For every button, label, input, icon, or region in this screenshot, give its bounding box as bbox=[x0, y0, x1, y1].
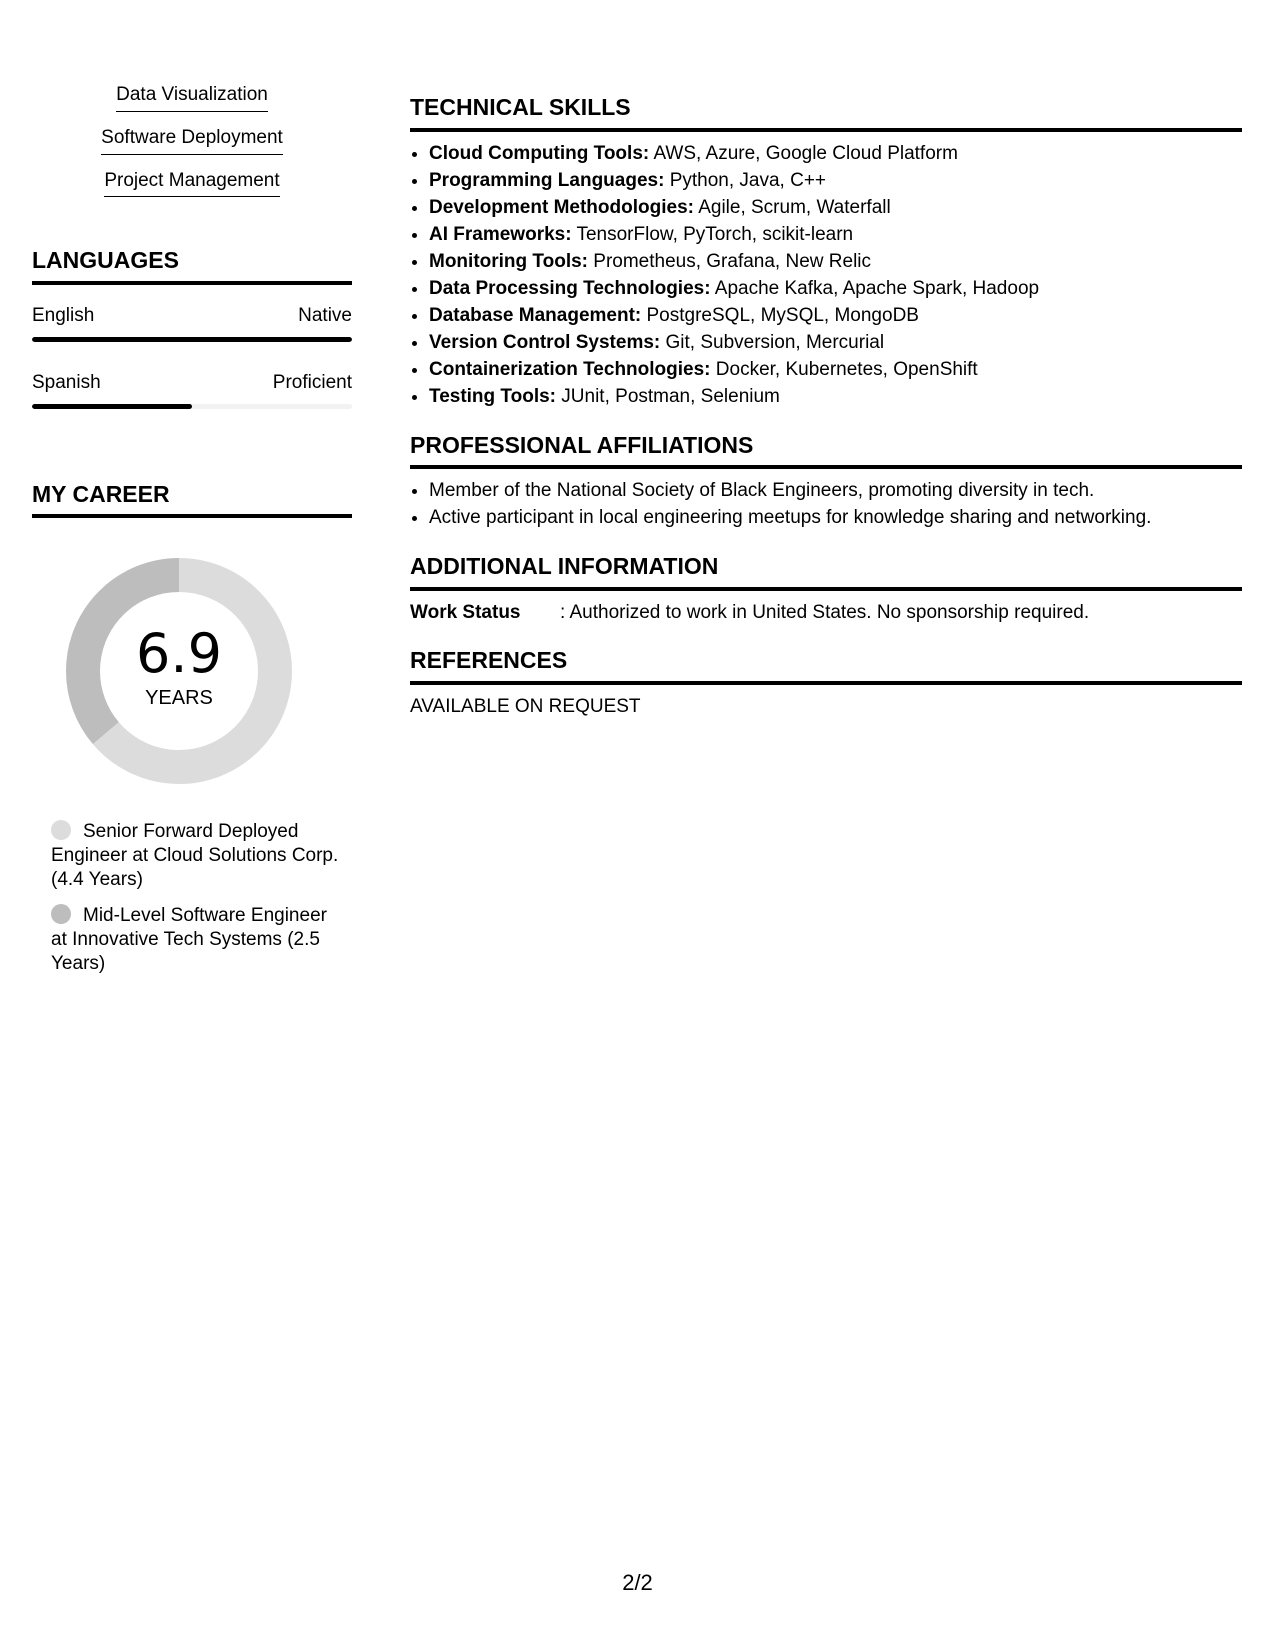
career-legend-label: Mid-Level Software Engineer at Innovative Tech Systems (2.5 Years) bbox=[51, 905, 327, 975]
right-column bbox=[410, 94, 1242, 720]
career-total-unit: YEARS bbox=[145, 686, 213, 709]
additional-info-heading: ADDITIONAL INFORMATION bbox=[410, 553, 1242, 591]
skill-category: Database Management: bbox=[429, 304, 642, 326]
language-row bbox=[32, 372, 352, 409]
list-item bbox=[429, 275, 1242, 302]
skill-values: TensorFlow, PyTorch, scikit-learn bbox=[571, 223, 854, 245]
affiliations-list bbox=[410, 477, 1242, 531]
list-item bbox=[429, 221, 1242, 248]
skill-values: Docker, Kubernetes, OpenShift bbox=[710, 358, 978, 380]
language-proficiency-fill bbox=[32, 404, 192, 409]
skill-values: Python, Java, C++ bbox=[664, 169, 827, 191]
affiliations-heading: PROFESSIONAL AFFILIATIONS bbox=[410, 432, 1242, 470]
list-item bbox=[429, 356, 1242, 383]
skill-category: Containerization Technologies: bbox=[429, 358, 711, 380]
skill-tag: Project Management bbox=[104, 170, 279, 198]
legend-dot-icon bbox=[51, 904, 71, 924]
list-item: • Member of the National Society of Black Engineers, promoting diversity in tech. bbox=[429, 477, 1242, 504]
skill-category: Cloud Computing Tools: bbox=[429, 142, 650, 164]
technical-skills-heading: TECHNICAL SKILLS bbox=[410, 94, 1242, 132]
language-level: Proficient bbox=[272, 371, 352, 393]
skill-values: JUnit, Postman, Selenium bbox=[556, 385, 780, 407]
left-column bbox=[32, 84, 352, 988]
language-proficiency-bar bbox=[32, 404, 352, 409]
skill-category: Version Control Systems: bbox=[429, 331, 661, 353]
work-status-label: Work Status bbox=[410, 601, 521, 623]
skill-category: Monitoring Tools: bbox=[429, 250, 588, 272]
language-name: Spanish bbox=[32, 371, 101, 393]
language-level: Native bbox=[298, 304, 352, 326]
languages-heading: LANGUAGES bbox=[32, 247, 352, 285]
language-proficiency-fill bbox=[32, 337, 352, 342]
career-legend-label: Senior Forward Deployed Engineer at Cloud Solutions Corp. (4.4 Years) bbox=[51, 821, 339, 891]
skill-category: Programming Languages: bbox=[429, 169, 665, 191]
career-heading: MY CAREER bbox=[32, 481, 352, 519]
references-text: AVAILABLE ON REQUEST bbox=[410, 696, 641, 718]
technical-skills-list bbox=[410, 140, 1242, 410]
career-total-value: 6.9 bbox=[136, 621, 222, 685]
skill-category: Data Processing Technologies: bbox=[429, 277, 711, 299]
page-number: 2/2 bbox=[622, 1570, 653, 1595]
list-item bbox=[429, 140, 1242, 167]
references-heading: REFERENCES bbox=[410, 647, 1242, 685]
skill-category: Development Methodologies: bbox=[429, 196, 694, 218]
skill-values: AWS, Azure, Google Cloud Platform bbox=[649, 142, 958, 164]
skill-category: AI Frameworks: bbox=[429, 223, 572, 245]
language-proficiency-bar bbox=[32, 337, 352, 342]
skill-values: Prometheus, Grafana, New Relic bbox=[588, 250, 872, 272]
skill-tag: Software Deployment bbox=[101, 127, 283, 155]
career-legend-item bbox=[51, 904, 341, 976]
list-item bbox=[429, 248, 1242, 275]
list-item bbox=[429, 167, 1242, 194]
career-donut-chart bbox=[66, 558, 292, 784]
language-name: English bbox=[32, 304, 95, 326]
skill-values: Apache Kafka, Apache Spark, Hadoop bbox=[710, 277, 1040, 299]
list-item bbox=[429, 302, 1242, 329]
list-item bbox=[429, 329, 1242, 356]
skill-tags bbox=[32, 84, 352, 197]
list-item bbox=[429, 194, 1242, 221]
list-item bbox=[429, 383, 1242, 410]
donut-center bbox=[66, 558, 292, 784]
career-legend-item bbox=[51, 820, 341, 892]
skill-values: PostgreSQL, MySQL, MongoDB bbox=[641, 304, 919, 326]
work-status-row bbox=[410, 601, 1242, 626]
skill-tag: Data Visualization bbox=[116, 84, 268, 112]
language-row bbox=[32, 305, 352, 342]
skill-values: Git, Subversion, Mercurial bbox=[660, 331, 885, 353]
career-legend bbox=[32, 820, 341, 976]
skill-category: Testing Tools: bbox=[429, 385, 557, 407]
list-item: • Active participant in local engineering meetups for knowledge sharing and networking. bbox=[429, 504, 1242, 531]
legend-dot-icon bbox=[51, 820, 71, 840]
skill-values: Agile, Scrum, Waterfall bbox=[693, 196, 891, 218]
work-status-value: : Authorized to work in United States. No sponsorship required. bbox=[560, 601, 1090, 623]
